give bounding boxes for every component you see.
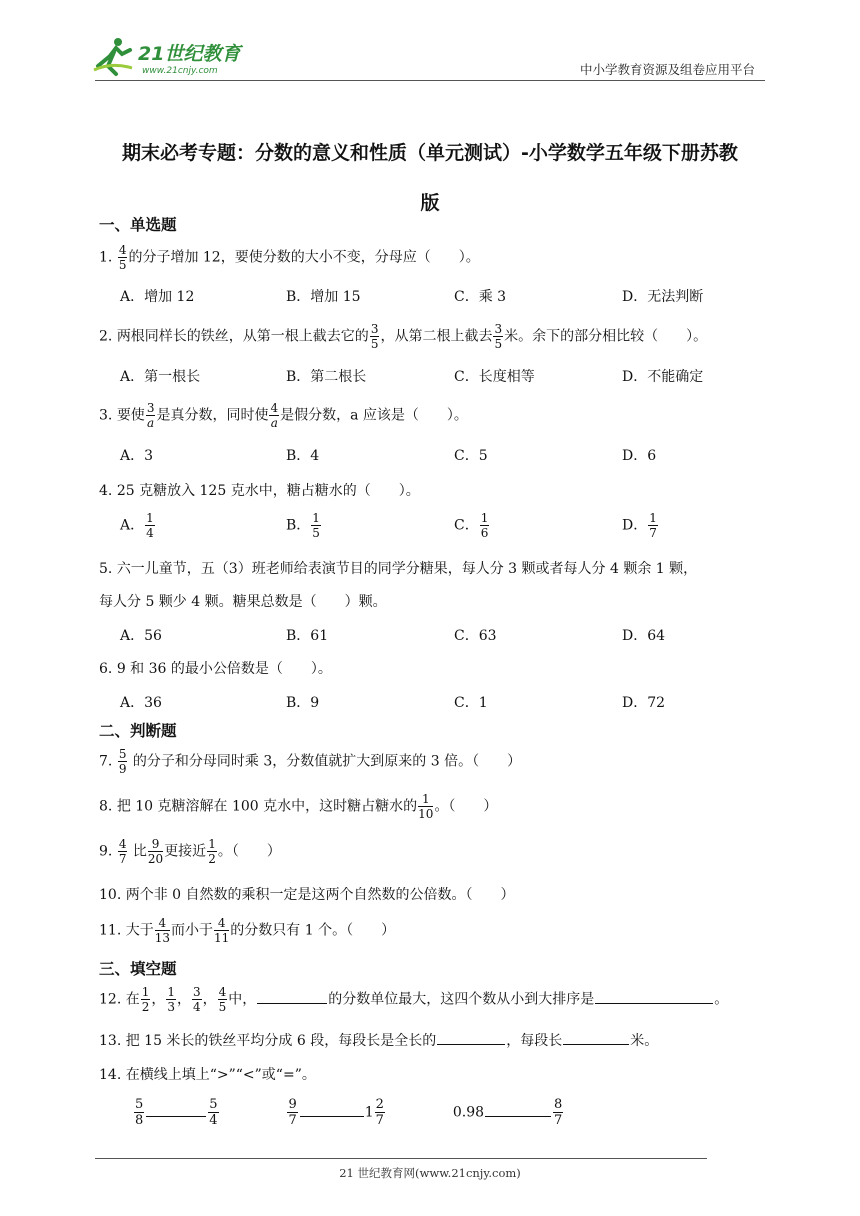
runner-icon — [94, 38, 132, 74]
compare-1-right: $\frac{5}{4}$ — [209, 1097, 218, 1128]
answer-blank[interactable] — [563, 1043, 629, 1045]
option-d[interactable]: D．64 — [622, 628, 666, 644]
option-b[interactable]: B．4 — [286, 448, 320, 464]
question-9: 9. $\frac{4}{7}$ 比 $\frac{9}{20}$ 更接近 $\frac{1}{2}$ 。（ ） — [99, 837, 281, 866]
question-5: 5. 六一儿童节，五（3）班老师给表演节目的同学分糖果，每人分 3 颗或者每人分 4 颗余 1 颗， — [99, 561, 698, 577]
header-right-text: 中小学教育资源及组卷应用平台 — [579, 62, 755, 77]
option-a[interactable]: A． $\frac{1}{4}$ — [120, 511, 154, 540]
question-11: 11. 大于 $\frac{4}{13}$ 而小于 $\frac{4}{11}$ 的分数只有 1 个。（ ） — [99, 916, 396, 945]
site-logo — [92, 36, 262, 78]
section-single-choice: 一、单选题 — [99, 216, 177, 234]
option-c[interactable]: C． $\frac{1}{6}$ — [454, 511, 489, 540]
option-b[interactable]: B．增加 15 — [286, 289, 361, 305]
option-c[interactable]: C．长度相等 — [454, 369, 535, 385]
compare-2-right: $\frac{2}{7}$ — [375, 1097, 384, 1128]
title-line-1: 期末必考专题：分数的意义和性质（单元测试）-小学数学五年级下册苏教 — [122, 142, 738, 164]
compare-3-right: $\frac{8}{7}$ — [554, 1097, 563, 1128]
compare-row — [133, 1098, 564, 1127]
question-8: 8. 把 10 克糖溶解在 100 克水中，这时糖占糖水的 $\frac{1}{10}$ 。（ ） — [99, 792, 498, 821]
footer-text: 21 世纪教育网(www.21cnjy.com) — [339, 1166, 521, 1180]
option-d[interactable]: D．6 — [622, 448, 657, 464]
option-c[interactable]: C．5 — [454, 448, 488, 464]
header-divider — [95, 80, 765, 81]
option-b[interactable]: B． $\frac{1}{5}$ — [286, 511, 320, 540]
answer-blank[interactable] — [437, 1043, 505, 1045]
answer-blank[interactable] — [595, 1002, 713, 1004]
option-a[interactable]: A．第一根长 — [120, 369, 201, 385]
option-c[interactable]: C．乘 3 — [454, 289, 507, 305]
option-a[interactable]: A．增加 12 — [120, 289, 195, 305]
question-10: 10. 两个非 0 自然数的乘积一定是这两个自然数的公倍数。（ ） — [99, 887, 515, 903]
option-c[interactable]: C．63 — [454, 628, 497, 644]
compare-2-left: $\frac{9}{7}$ — [288, 1097, 297, 1128]
logo-main: 21世纪教育 — [138, 43, 241, 65]
page-title — [95, 128, 765, 228]
logo-sub: www.21cnjy.com — [142, 66, 218, 76]
section-fill-in: 三、填空题 — [99, 960, 177, 978]
option-b[interactable]: B．第二根长 — [286, 369, 367, 385]
footer-divider — [95, 1158, 707, 1159]
compare-3-left: 0.98 — [452, 1104, 485, 1121]
option-a[interactable]: A．36 — [120, 695, 162, 711]
option-d[interactable]: D．72 — [622, 695, 666, 711]
answer-blank[interactable] — [257, 1002, 327, 1004]
question-12: 12. 在 $\frac{1}{2}$ ， $\frac{1}{3}$ ， $\frac{3}{4}$ ， $\frac{4}{5}$ 中， 的分数单位最大，这四个数从小到大排序是 。 — [99, 985, 729, 1014]
option-a[interactable]: A．3 — [120, 448, 154, 464]
option-d[interactable]: D． $\frac{1}{7}$ — [622, 511, 657, 540]
option-c[interactable]: C．1 — [454, 695, 488, 711]
question-1: 1. $\frac{4}{5}$ 的分子增加 12，要使分数的大小不变，分母应（ ）。 — [99, 243, 480, 272]
title-line-2: 版 — [420, 192, 440, 214]
compare-2-blank[interactable] — [300, 1115, 364, 1117]
question-2: 2. 两根同样长的铁丝，从第一根上截去它的 $\frac{3}{5}$ ，从第二根上截去 $\frac{3}{5}$ 米。余下的部分相比较（ ）。 — [99, 322, 708, 351]
question-4: 4. 25 克糖放入 125 克水中，糖占糖水的（ ）。 — [99, 483, 420, 499]
compare-1-blank[interactable] — [146, 1115, 206, 1117]
option-b[interactable]: B．61 — [286, 628, 329, 644]
compare-1-left: $\frac{5}{8}$ — [135, 1097, 144, 1128]
question-13: 13. 把 15 米长的铁丝平均分成 6 段，每段长是全长的 ，每段长 米。 — [99, 1033, 659, 1049]
option-b[interactable]: B．9 — [286, 695, 320, 711]
option-a[interactable]: A．56 — [120, 628, 162, 644]
question-5-line-2: 每人分 5 颗少 4 颗。糖果总数是（ ）颗。 — [99, 594, 387, 610]
section-true-false: 二、判断题 — [99, 722, 177, 740]
question-7: 7. $\frac{5}{9}$ 的分子和分母同时乘 3，分数值就扩大到原来的 3 倍。（ ） — [99, 747, 522, 776]
question-14: 14. 在横线上填上“>”“<”或“=”。 — [99, 1067, 316, 1083]
compare-2-whole: 1 — [364, 1104, 374, 1121]
question-3: 3. 要使 $\frac{3}{a}$ 是真分数，同时使 $\frac{4}{a}$ 是假分数，a 应该是（ ）。 — [99, 401, 468, 430]
option-d[interactable]: D．不能确定 — [622, 369, 704, 385]
option-d[interactable]: D．无法判断 — [622, 289, 704, 305]
question-6: 6. 9 和 36 的最小公倍数是（ ）。 — [99, 661, 332, 677]
compare-3-blank[interactable] — [485, 1115, 551, 1117]
